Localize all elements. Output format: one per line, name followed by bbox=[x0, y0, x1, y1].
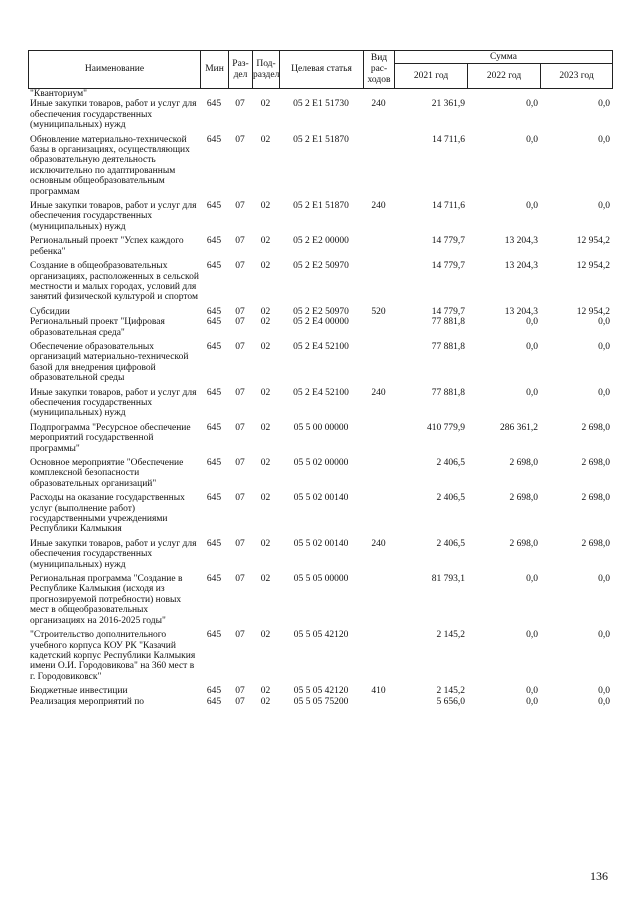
cell-rz: 07 bbox=[235, 261, 245, 272]
cell-name: Региональная программа "Создание в Республике Калмыкия (исходя из прогнозируемой потребности) новых мест в общеобразовательных организациях на 2016-2025 годы" bbox=[30, 574, 183, 626]
cell-v1: 14 711,6 bbox=[432, 134, 465, 145]
cell-v1: 14 779,7 bbox=[431, 236, 465, 247]
table-row bbox=[28, 201, 612, 236]
cell-rz: 07 bbox=[235, 538, 245, 549]
cell-v2: 2 698,0 bbox=[509, 458, 538, 468]
cell-v3: 0,0 bbox=[598, 574, 610, 585]
cell-v1: 77 881,8 bbox=[431, 317, 465, 328]
budget-table bbox=[28, 50, 612, 711]
table-row bbox=[28, 697, 612, 711]
cell-v3: 2 698,0 bbox=[581, 422, 610, 433]
cell-cs: 05 2 E2 00000 bbox=[293, 236, 349, 247]
cell-min: 645 bbox=[206, 134, 222, 145]
cell-vr: 240 bbox=[371, 538, 386, 549]
cell-vr bbox=[363, 317, 394, 342]
cell-pr: 02 bbox=[260, 99, 271, 110]
cell-cs: 05 5 05 42120 bbox=[293, 630, 349, 641]
cell-pr: 02 bbox=[260, 630, 271, 641]
cell-cs: 05 5 05 42120 bbox=[293, 686, 349, 697]
cell-rz: 07 bbox=[235, 341, 245, 352]
cell-v1: 410 779,9 bbox=[427, 422, 465, 433]
cell-cs: 05 2 E2 50970 bbox=[293, 261, 349, 272]
cell-vr bbox=[363, 261, 394, 307]
cell-rz: 07 bbox=[235, 134, 245, 145]
header-2021: 2021 год bbox=[395, 64, 468, 89]
table-row bbox=[28, 423, 612, 458]
cell-vr bbox=[363, 493, 394, 539]
cell-cs: 05 5 02 00140 bbox=[293, 493, 349, 504]
cell-cs: 05 5 05 75200 bbox=[293, 696, 349, 707]
cell-rz: 07 bbox=[235, 493, 245, 504]
cell-cs: 05 5 05 00000 bbox=[293, 574, 349, 585]
cell-cs: 05 5 02 00140 bbox=[293, 538, 349, 549]
cell-name: "Кванториум" bbox=[30, 89, 87, 99]
cell-pr: 02 bbox=[260, 422, 271, 433]
cell-v2: 0,0 bbox=[526, 696, 538, 707]
cell-v3 bbox=[540, 89, 612, 99]
header-2022: 2022 год bbox=[468, 64, 541, 89]
cell-pr bbox=[252, 89, 279, 99]
cell-cs: 05 5 00 00000 bbox=[293, 422, 349, 433]
cell-name: Создание в общеобразовательных организациях, расположенных в сельской местности и малых городах, условий для занятий физической культурой и спортом bbox=[30, 261, 199, 303]
cell-rz: 07 bbox=[235, 201, 245, 212]
cell-rz: 07 bbox=[235, 696, 245, 707]
cell-min: 645 bbox=[206, 236, 222, 247]
table-row bbox=[28, 236, 612, 261]
cell-v3: 0,0 bbox=[598, 696, 610, 707]
table-row bbox=[28, 686, 612, 696]
cell-pr: 02 bbox=[260, 686, 271, 697]
header-2023: 2023 год bbox=[541, 64, 613, 89]
cell-name: Иные закупки товаров, работ и услуг для обеспечения государственных (муниципальных) нужд bbox=[30, 387, 197, 419]
cell-min: 645 bbox=[206, 99, 222, 110]
header-vid: Вид рас-ходов bbox=[364, 51, 395, 89]
cell-min: 645 bbox=[206, 317, 222, 328]
cell-vr: 240 bbox=[371, 201, 386, 212]
cell-v3: 0,0 bbox=[598, 134, 610, 145]
cell-min bbox=[200, 89, 228, 99]
cell-rz: 07 bbox=[235, 686, 245, 697]
table-row bbox=[28, 342, 612, 388]
cell-v3: 0,0 bbox=[598, 99, 610, 110]
cell-cs: 05 2 E4 52100 bbox=[293, 341, 349, 352]
table-row bbox=[28, 388, 612, 423]
cell-name: Субсидии bbox=[30, 306, 70, 317]
table-row bbox=[28, 539, 612, 574]
cell-v2: 0,0 bbox=[526, 574, 538, 585]
cell-pr: 02 bbox=[260, 317, 271, 328]
cell-cs: 05 2 E4 52100 bbox=[293, 387, 349, 398]
cell-v2: 13 204,3 bbox=[504, 306, 538, 317]
cell-pr: 02 bbox=[260, 341, 271, 352]
cell-name: Бюджетные инвестиции bbox=[30, 686, 128, 697]
cell-rz: 07 bbox=[235, 458, 245, 468]
cell-min: 645 bbox=[206, 493, 222, 504]
table-row bbox=[28, 261, 612, 307]
table-row bbox=[28, 317, 612, 342]
cell-rz: 07 bbox=[235, 422, 245, 433]
cell-name: Расходы на оказание государственных услуг (выполнение работ) государственными учреждениями Республики Калмыкия bbox=[30, 493, 185, 535]
table-row bbox=[28, 89, 612, 99]
table-row bbox=[28, 630, 612, 686]
cell-cs: 05 2 E2 50970 bbox=[293, 306, 349, 317]
cell-v2: 13 204,3 bbox=[504, 236, 538, 247]
cell-v1: 14 779,7 bbox=[431, 306, 465, 317]
cell-v3: 0,0 bbox=[598, 387, 610, 398]
cell-rz bbox=[228, 89, 252, 99]
cell-v1 bbox=[394, 89, 467, 99]
cell-pr: 02 bbox=[260, 201, 271, 212]
cell-min: 645 bbox=[206, 422, 222, 433]
cell-vr bbox=[363, 697, 394, 711]
cell-min: 645 bbox=[206, 341, 222, 352]
cell-v1: 2 145,2 bbox=[436, 686, 465, 697]
cell-v3: 12 954,2 bbox=[576, 306, 610, 317]
cell-v1: 2 406,5 bbox=[436, 493, 465, 504]
cell-v2 bbox=[467, 89, 540, 99]
cell-rz: 07 bbox=[235, 630, 245, 641]
cell-v2: 0,0 bbox=[526, 99, 538, 110]
cell-vr bbox=[363, 458, 394, 493]
cell-min: 645 bbox=[206, 696, 222, 707]
header-name: Наименование bbox=[29, 51, 201, 89]
cell-vr bbox=[363, 236, 394, 261]
cell-pr: 02 bbox=[260, 306, 271, 317]
cell-vr bbox=[363, 342, 394, 388]
cell-name: Региональный проект "Цифровая образовательная среда" bbox=[30, 317, 165, 338]
cell-name: Региональный проект "Успех каждого ребенка" bbox=[30, 236, 184, 257]
cell-v2: 2 698,0 bbox=[509, 493, 538, 504]
cell-rz: 07 bbox=[235, 306, 245, 317]
cell-cs: 05 2 E1 51870 bbox=[293, 201, 349, 212]
cell-v3: 12 954,2 bbox=[576, 236, 610, 247]
cell-min: 645 bbox=[206, 458, 222, 468]
cell-v3: 2 698,0 bbox=[581, 538, 610, 549]
header-min: Мин bbox=[201, 51, 229, 89]
cell-pr: 02 bbox=[260, 538, 271, 549]
cell-rz: 07 bbox=[235, 236, 245, 247]
header-summa: Сумма bbox=[395, 51, 613, 64]
cell-v2: 286 361,2 bbox=[500, 422, 538, 433]
table-body bbox=[28, 89, 612, 711]
cell-vr: 520 bbox=[371, 306, 386, 317]
cell-v2: 0,0 bbox=[526, 134, 538, 145]
cell-vr: 410 bbox=[371, 686, 386, 697]
cell-rz: 07 bbox=[235, 387, 245, 398]
cell-cs: 05 2 E1 51870 bbox=[293, 134, 349, 145]
cell-vr: 240 bbox=[371, 387, 386, 398]
cell-v2: 0,0 bbox=[526, 341, 538, 352]
cell-min: 645 bbox=[206, 306, 222, 317]
cell-v1: 2 145,2 bbox=[436, 630, 465, 641]
cell-min: 645 bbox=[206, 686, 222, 697]
cell-cs: 05 2 E4 00000 bbox=[293, 317, 349, 328]
cell-vr bbox=[363, 630, 394, 686]
cell-v1: 21 361,9 bbox=[431, 99, 465, 110]
cell-v2: 0,0 bbox=[526, 387, 538, 398]
table-row bbox=[28, 99, 612, 134]
cell-v1: 5 656,0 bbox=[436, 696, 465, 707]
cell-v1: 14 711,6 bbox=[432, 201, 465, 212]
cell-rz: 07 bbox=[235, 99, 245, 110]
table-row bbox=[28, 493, 612, 539]
cell-v3: 0,0 bbox=[598, 317, 610, 328]
cell-vr bbox=[363, 574, 394, 630]
cell-pr: 02 bbox=[260, 493, 271, 504]
cell-v3: 0,0 bbox=[598, 201, 610, 212]
cell-pr: 02 bbox=[260, 261, 271, 272]
cell-v3: 0,0 bbox=[598, 341, 610, 352]
cell-v1: 2 406,5 bbox=[436, 458, 465, 468]
cell-name: Обновление материально-технической базы в организациях, осуществляющих образовательную деятельность исключительно по адаптированным основным общеобразовательным программам bbox=[30, 134, 190, 197]
page-number: 136 bbox=[590, 869, 608, 883]
cell-v1: 77 881,8 bbox=[431, 341, 465, 352]
cell-pr: 02 bbox=[260, 236, 271, 247]
cell-cs: 05 5 02 00000 bbox=[293, 458, 349, 468]
cell-name: Основное мероприятие "Обеспечение комплексной безопасности образовательных организаций" bbox=[30, 458, 184, 489]
cell-pr: 02 bbox=[260, 134, 271, 145]
cell-min: 645 bbox=[206, 201, 222, 212]
cell-v3: 12 954,2 bbox=[576, 261, 610, 272]
cell-v3: 2 698,0 bbox=[581, 493, 610, 504]
table-row bbox=[28, 574, 612, 630]
cell-min: 645 bbox=[206, 387, 222, 398]
cell-v2: 0,0 bbox=[526, 201, 538, 212]
cell-pr: 02 bbox=[260, 696, 271, 707]
cell-name: Подпрограмма "Ресурсное обеспечение мероприятий государственной программы" bbox=[30, 422, 191, 454]
cell-min: 645 bbox=[206, 574, 222, 585]
table-row bbox=[28, 307, 612, 317]
cell-min: 645 bbox=[206, 538, 222, 549]
cell-min: 645 bbox=[206, 630, 222, 641]
cell-rz: 07 bbox=[235, 317, 245, 328]
cell-v1: 14 779,7 bbox=[431, 261, 465, 272]
cell-vr bbox=[363, 423, 394, 458]
table-row bbox=[28, 135, 612, 201]
header-podrazdel: Под-раздел bbox=[253, 51, 280, 89]
cell-pr: 02 bbox=[260, 387, 271, 398]
cell-v3: 2 698,0 bbox=[581, 458, 610, 468]
cell-v2: 13 204,3 bbox=[504, 261, 538, 272]
cell-v3: 0,0 bbox=[598, 686, 610, 697]
cell-rz: 07 bbox=[235, 574, 245, 585]
cell-name: Обеспечение образовательных организаций материально-технической базой для внедрения цифровой образовательной среды bbox=[30, 341, 189, 384]
cell-v2: 2 698,0 bbox=[509, 538, 538, 549]
header-article: Целевая статья bbox=[280, 51, 364, 89]
cell-vr: 240 bbox=[371, 99, 386, 110]
cell-cs: 05 2 E1 51730 bbox=[293, 99, 349, 110]
cell-pr: 02 bbox=[260, 574, 271, 585]
cell-name: Реализация мероприятий по bbox=[30, 696, 145, 707]
cell-vr bbox=[363, 89, 394, 99]
table-header bbox=[28, 50, 613, 89]
table-row bbox=[28, 458, 612, 493]
cell-v3: 0,0 bbox=[598, 630, 610, 641]
cell-vr bbox=[363, 135, 394, 201]
cell-pr: 02 bbox=[260, 458, 271, 468]
cell-v1: 81 793,1 bbox=[431, 574, 465, 585]
cell-name: Иные закупки товаров, работ и услуг для обеспечения государственных (муниципальных) нужд bbox=[30, 99, 197, 131]
cell-v1: 77 881,8 bbox=[431, 387, 465, 398]
cell-min: 645 bbox=[206, 261, 222, 272]
cell-cs bbox=[279, 89, 363, 99]
cell-v2: 0,0 bbox=[526, 317, 538, 328]
cell-v2: 0,0 bbox=[526, 686, 538, 697]
header-razdel: Раз-дел bbox=[229, 51, 253, 89]
cell-name: Иные закупки товаров, работ и услуг для обеспечения государственных (муниципальных) нужд bbox=[30, 201, 197, 232]
cell-v2: 0,0 bbox=[526, 630, 538, 641]
cell-v1: 2 406,5 bbox=[436, 538, 465, 549]
cell-name: "Строительство дополнительного учебного корпуса КОУ РК "Казачий кадетский корпус Республики Калмыкия имени О.И. Городовикова" на 360 мест в г. Городовиковск" bbox=[30, 630, 196, 682]
cell-name: Иные закупки товаров, работ и услуг для обеспечения государственных (муниципальных) нужд bbox=[30, 538, 197, 570]
